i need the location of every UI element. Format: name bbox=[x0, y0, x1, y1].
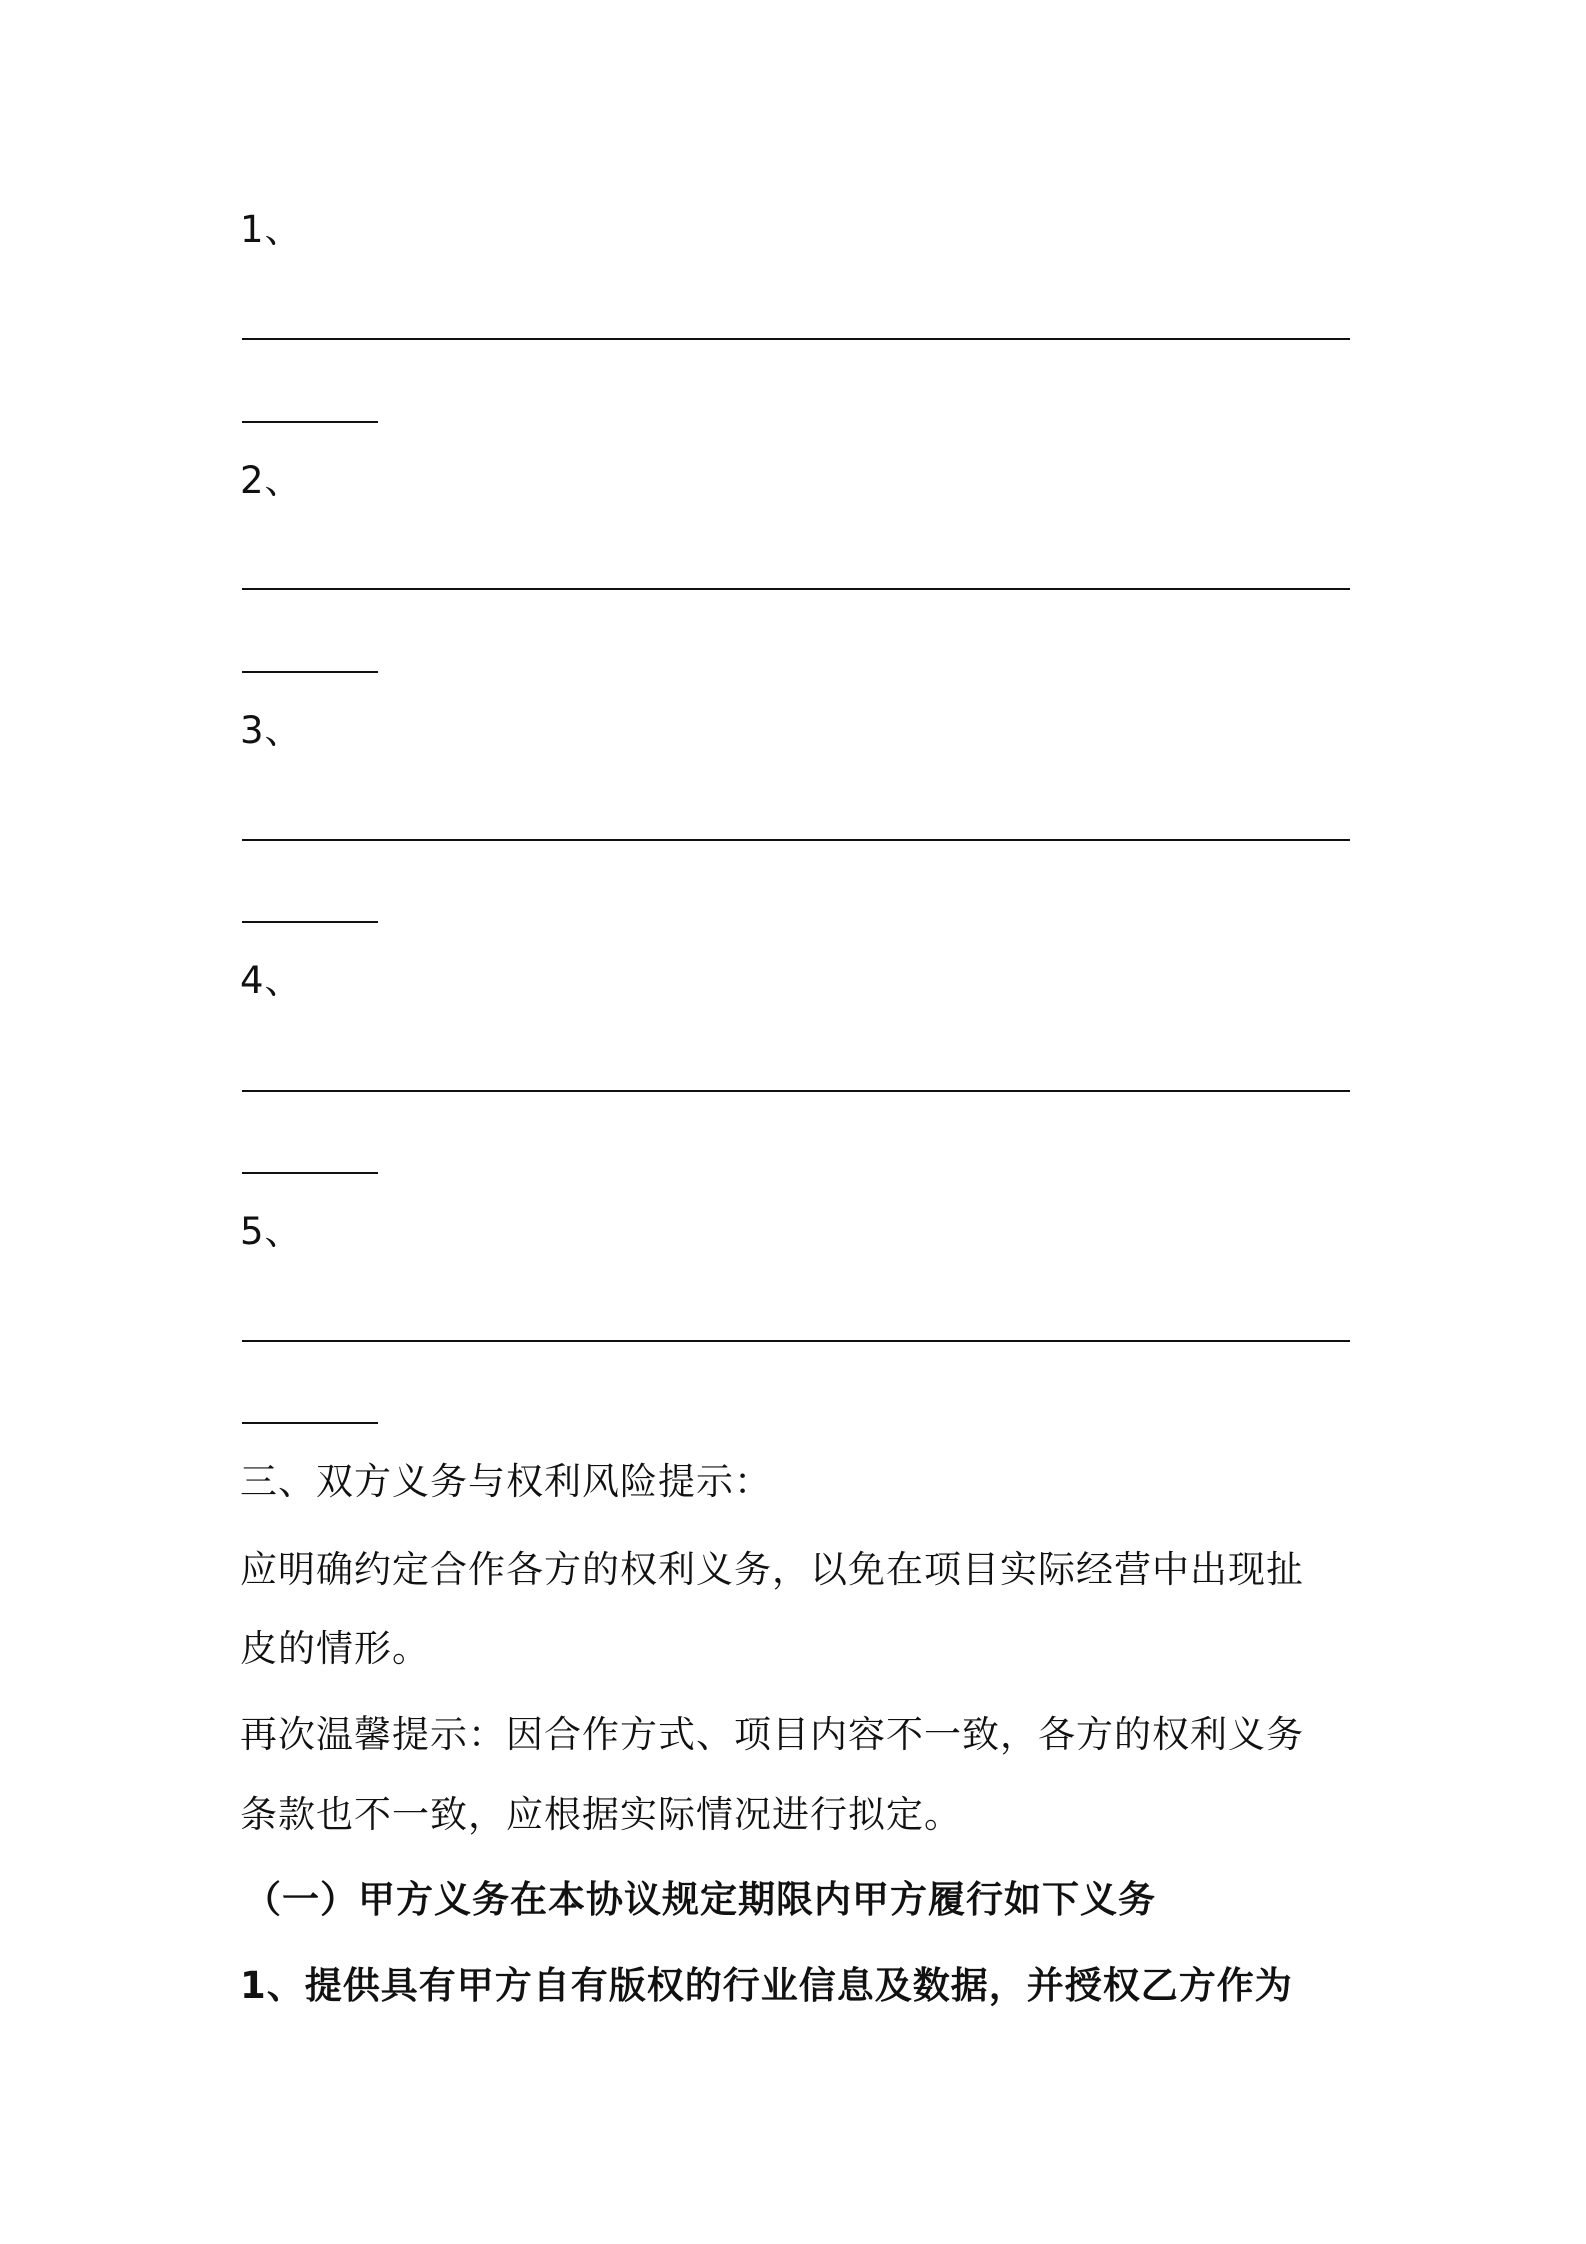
fill-in-blank-line-5a bbox=[242, 1340, 1350, 1342]
paragraph-2-line-1: 再次温馨提示：因合作方式、项目内容不一致，各方的权利义务 bbox=[240, 1713, 1304, 1756]
fill-in-blank-line-1b bbox=[242, 421, 378, 423]
paragraph-2-line-2: 条款也不一致，应根据实际情况进行拟定。 bbox=[240, 1793, 962, 1836]
list-item-number-5: 5、 bbox=[240, 1210, 303, 1253]
fill-in-blank-line-4b bbox=[242, 1172, 378, 1174]
fill-in-blank-line-4a bbox=[242, 1090, 1350, 1092]
fill-in-blank-line-3a bbox=[242, 839, 1350, 841]
fill-in-blank-line-1a bbox=[242, 338, 1350, 340]
paragraph-1-line-1: 应明确约定合作各方的权利义务，以免在项目实际经营中出现扯 bbox=[240, 1548, 1304, 1591]
fill-in-blank-line-2a bbox=[242, 588, 1350, 590]
subheading-party-a-obligations: （一）甲方义务在本协议规定期限内甲方履行如下义务 bbox=[244, 1878, 1156, 1921]
list-item-number-1: 1、 bbox=[240, 208, 303, 251]
section-heading: 三、双方义务与权利风险提示： bbox=[240, 1460, 772, 1503]
list-item-number-2: 2、 bbox=[240, 459, 303, 502]
clause-1: 1、提供具有甲方自有版权的行业信息及数据，并授权乙方作为 bbox=[240, 1964, 1293, 2007]
fill-in-blank-line-3b bbox=[242, 921, 378, 923]
paragraph-1-line-2: 皮的情形。 bbox=[240, 1627, 430, 1670]
list-item-number-4: 4、 bbox=[240, 959, 303, 1002]
fill-in-blank-line-5b bbox=[242, 1422, 378, 1424]
list-item-number-3: 3、 bbox=[240, 709, 303, 752]
fill-in-blank-line-2b bbox=[242, 671, 378, 673]
